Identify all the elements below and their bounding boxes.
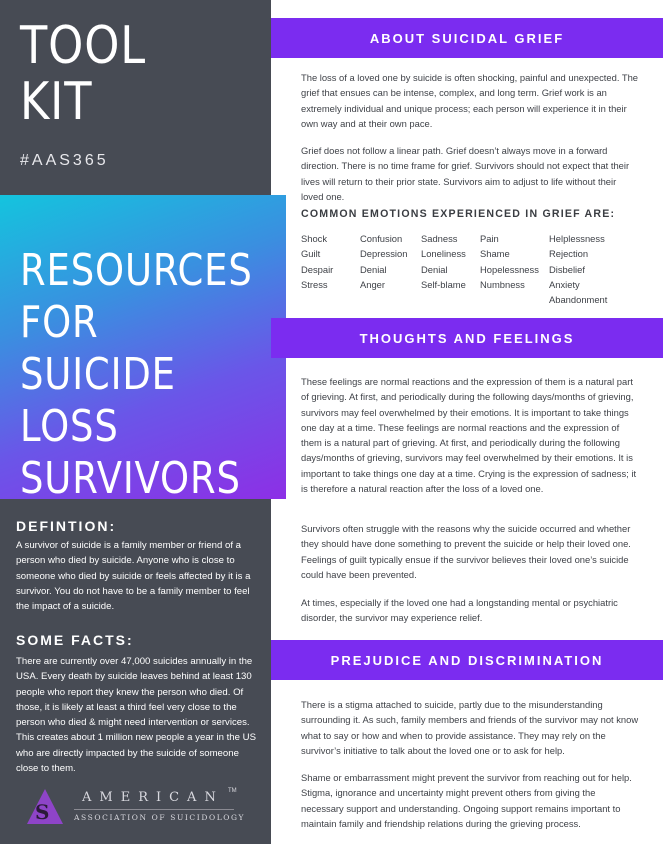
resources-title (20, 245, 253, 505)
emotion-item: Guilt (301, 248, 321, 260)
about-paragraph-2: Grief does not follow a linear path. Grief doesn’t always move in a forward direction. There is no time frame for grief. Survivors should not expect that their lives will return to their prior state. Survivors aim to adjust to life without their loved one. (301, 145, 630, 202)
emotion-item: Stress (301, 278, 328, 290)
definition-heading: DEFINTION: (16, 518, 117, 534)
logo-divider (74, 809, 234, 810)
logo-line-association: ASSOCIATION OF SUICIDOLOGY (74, 813, 246, 822)
emotions-column-2 (360, 231, 407, 292)
resources-line-2: FOR SUICIDE (20, 297, 176, 400)
prejudice-banner: PREJUDICE AND DISCRIMINATION (271, 640, 663, 680)
thoughts-feelings-banner: THOUGHTS AND FEELINGS (271, 318, 663, 358)
about-grief-banner: ABOUT SUICIDAL GRIEF (271, 18, 663, 58)
aas-logo (26, 788, 266, 832)
resources-gradient-box (0, 195, 286, 504)
emotion-item: Despair (301, 263, 334, 275)
emotions-column-1 (301, 231, 333, 292)
hashtag: #AAS365 (20, 152, 109, 169)
emotions-column-5 (549, 231, 607, 307)
facts-text: There are currently over 47,000 suicides annually in the USA. Every death by suicide leaves behind at least 130 people who report they knew the person who died. Of those, it is likely at least a third feel very close to the person who died & might need intervention or services. This creates about 1 million new people a year in the US who are directly impacted by the suicide of someone close to them. (16, 656, 256, 775)
thoughts-paragraph-3: At times, especially if the loved one had a longstanding mental or psychiatric disorder, the survivor may experience relief. (301, 597, 618, 624)
resources-line-3: LOSS (20, 401, 119, 452)
emotion-item: Helplessness (549, 233, 605, 244)
emotions-heading: COMMON EMOTIONS EXPERIENCED IN GRIEF ARE: (301, 208, 616, 220)
thoughts-paragraph-2: Survivors often struggle with the reasons why the suicide occurred and whether they should have done something to prevent the suicide or help their loved one. Feelings of guilt typically ensue if the survivor believes their loved one’s suicide could have been prevented. (301, 523, 631, 580)
emotions-column-3 (421, 231, 466, 292)
emotion-item: Numbness (480, 278, 525, 290)
emotion-item: Sadness (421, 233, 458, 244)
emotion-item: Self-blame (421, 278, 466, 290)
emotion-item: Shame (480, 248, 510, 260)
logo-line-american: AMERICAN (82, 790, 224, 805)
emotion-item: Pain (480, 233, 499, 244)
definition-text: A survivor of suicide is a family member or friend of a person who died by suicide. Anyone who is close to someone who died by suicide or feels affected by it is a survivor. You do not have to be a family member to feel the impact of a suicide. (16, 540, 251, 613)
resources-line-4: SURVIVORS (20, 453, 241, 504)
emotion-item: Denial (360, 263, 387, 275)
emotion-item: Hopelessness (480, 263, 539, 275)
title-line-2: KIT (20, 72, 93, 132)
prejudice-paragraph-1: There is a stigma attached to suicide, partly due to the misunderstanding surrounding it. As such, family members and friends of the survivor may not know what to say or how and when to provide assistance. They may rely on the survivor’s initiative to talk about the loved one or to ask for help. (301, 699, 639, 756)
emotion-item: Disbelief (549, 263, 585, 275)
logo-trademark: TM (228, 788, 237, 794)
emotion-item: Anxiety (549, 278, 580, 290)
prejudice-paragraph-2: Shame or embarrassment might prevent the survivor from reaching out for help. Stigma, ignorance and uncertainty might prevent others from giving the necessary support and understanding. Ongoing support remains important to maintain family and friendship relations during the grieving process. (301, 772, 632, 829)
emotion-item: Depression (360, 248, 408, 260)
emotions-column-4 (480, 231, 539, 292)
emotion-item: Anger (360, 278, 386, 290)
logo-letter: S (35, 800, 50, 824)
facts-heading: SOME FACTS: (16, 632, 134, 648)
resources-line-1: RESOURCES (20, 245, 253, 296)
emotion-item: Shock (301, 233, 328, 244)
emotion-item: Loneliness (421, 248, 466, 260)
toolkit-title (20, 18, 146, 130)
emotion-item: Rejection (549, 248, 589, 260)
about-paragraph-1: The loss of a loved one by suicide is often shocking, painful and unexpected. The grief that ensues can be intense, complex, and long term. Grief work is an extremely individual and unique process; each person will experience it in their own way and at their own pace. (301, 72, 639, 129)
emotion-item: Confusion (360, 233, 403, 244)
thoughts-paragraph-1: These feelings are normal reactions and the expression of them is a natural part of grieving. At first, and periodically during the following days/months of grieving, survivors may feel overwhelmed by their emotions. It is important to take things one day at a time. These feelings are normal reactions and the expression of them is a natural part of grieving. At first, and periodically during the following days/months of grieving, survivors may feel overwhelmed by their emotions. It is important to take things one day at a time. Crying is the expression of sadness; it is therefore a natural reaction after the loss of a loved one. (301, 376, 637, 495)
title-line-1: TOOL (20, 16, 147, 76)
emotion-item: Denial (421, 263, 448, 275)
emotion-item: Abandonment (549, 294, 608, 306)
